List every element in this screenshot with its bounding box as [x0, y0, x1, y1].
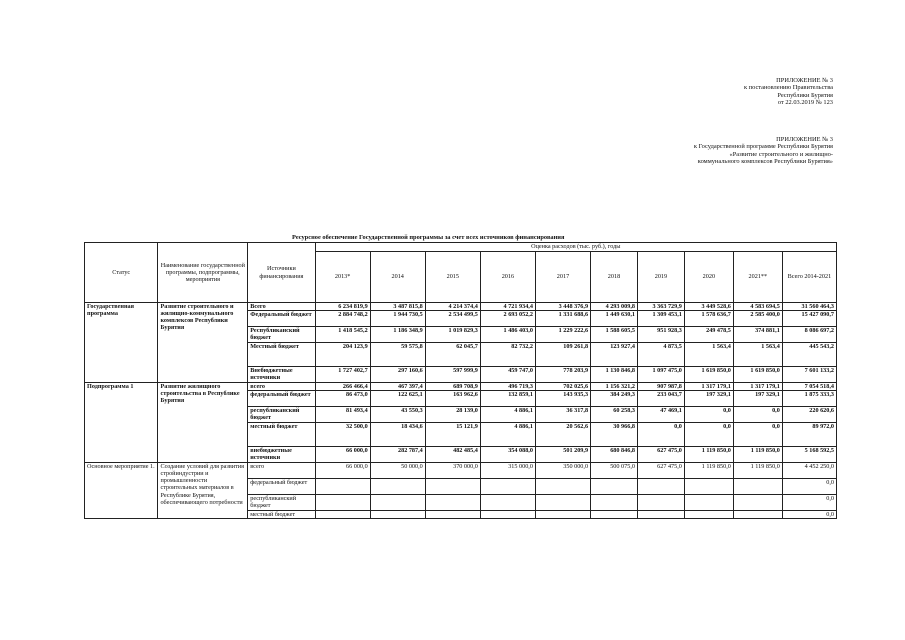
cell-value: [315, 511, 370, 519]
cell-value: [591, 511, 638, 519]
row-source: республиканский бюджет: [248, 495, 315, 511]
header-year: 2021**: [733, 252, 782, 303]
cell-value: 297 160,6: [370, 367, 425, 383]
cell-value: 1 486 403,0: [480, 327, 535, 343]
appendix-header-decree: [744, 77, 833, 107]
cell-value: 1 119 850,0: [684, 463, 733, 479]
cell-value: [370, 511, 425, 519]
header-year: 2014: [370, 252, 425, 303]
header-year: 2016: [480, 252, 535, 303]
cell-value: 0,0: [637, 423, 684, 447]
cell-value: 907 987,8: [637, 383, 684, 391]
cell-value: 1 229 222,6: [535, 327, 590, 343]
cell-value: [733, 479, 782, 495]
cell-value: 702 025,6: [535, 383, 590, 391]
cell-value: 1 727 402,7: [315, 367, 370, 383]
cell-value: 66 000,0: [315, 447, 370, 463]
cell-value: 50 000,0: [370, 463, 425, 479]
cell-value: 4 721 934,4: [480, 303, 535, 311]
cell-value: [535, 479, 590, 495]
cell-value: 28 139,0: [425, 407, 480, 423]
cell-value: [637, 495, 684, 511]
cell-value: 4 583 694,5: [733, 303, 782, 311]
row-status: Подпрограмма 1: [85, 383, 158, 463]
cell-value: 467 397,4: [370, 383, 425, 391]
cell-value: 1 619 850,0: [733, 367, 782, 383]
appendix-line: «Развитие строительного и жилищно-: [729, 150, 833, 158]
cell-value: 3 449 528,6: [684, 303, 733, 311]
cell-value: 2 534 499,5: [425, 311, 480, 327]
table-row: [85, 463, 837, 479]
header-year: 2019: [637, 252, 684, 303]
appendix-line: Республики Бурятия: [777, 91, 833, 99]
cell-value: 47 469,1: [637, 407, 684, 423]
header-year: 2015: [425, 252, 480, 303]
cell-value: 7 054 518,4: [782, 383, 836, 391]
cell-value: [315, 479, 370, 495]
row-source: Федеральный бюджет: [248, 311, 315, 327]
cell-value: [480, 479, 535, 495]
row-source: внебюджетные источники: [248, 447, 315, 463]
cell-value: 0,0: [684, 423, 733, 447]
table-title: Ресурсное обеспечение Государственной программы за счет всех источников финансирования: [292, 234, 565, 241]
cell-value: 59 575,8: [370, 343, 425, 367]
cell-value: 1 119 850,0: [733, 447, 782, 463]
cell-value: [591, 479, 638, 495]
cell-value: 384 249,3: [591, 391, 638, 407]
row-source: местный бюджет: [248, 511, 315, 519]
appendix-line: к постановлению Правительства: [743, 84, 833, 92]
cell-value: 249 478,5: [684, 327, 733, 343]
cell-value: 1 156 321,2: [591, 383, 638, 391]
row-name: Развитие жилищного строительства в Республике Бурятия: [158, 383, 248, 463]
cell-value: 370 000,0: [425, 463, 480, 479]
cell-value: 2 585 400,0: [733, 311, 782, 327]
cell-value: 0,0: [733, 407, 782, 423]
cell-value: 4 873,5: [637, 343, 684, 367]
cell-value: 1 119 850,0: [733, 463, 782, 479]
funding-table: [84, 242, 837, 519]
appendix-line: ПРИЛОЖЕНИЕ № 3: [776, 136, 833, 143]
cell-value: 89 972,0: [782, 423, 836, 447]
row-source: всего: [248, 463, 315, 479]
cell-value: 62 045,7: [425, 343, 480, 367]
cell-value: 0,0: [782, 495, 836, 511]
cell-value: 445 543,2: [782, 343, 836, 367]
appendix-header-program: [694, 136, 833, 166]
row-source: федеральный бюджет: [248, 391, 315, 407]
header-year: 2013*: [315, 252, 370, 303]
cell-value: 4 886,1: [480, 423, 535, 447]
cell-value: 18 434,6: [370, 423, 425, 447]
cell-value: 374 881,1: [733, 327, 782, 343]
cell-value: 3 448 376,9: [535, 303, 590, 311]
row-source: республиканский бюджет: [248, 407, 315, 423]
cell-value: 1 317 179,1: [684, 383, 733, 391]
cell-value: 597 999,9: [425, 367, 480, 383]
cell-value: 1 331 688,6: [535, 311, 590, 327]
cell-value: 778 203,9: [535, 367, 590, 383]
cell-value: 15 427 090,7: [782, 311, 836, 327]
cell-value: 66 000,0: [315, 463, 370, 479]
cell-value: 500 075,0: [591, 463, 638, 479]
header-year: 2020: [684, 252, 733, 303]
cell-value: 8 086 697,2: [782, 327, 836, 343]
cell-value: [425, 495, 480, 511]
cell-value: 627 475,0: [637, 463, 684, 479]
cell-value: 680 846,8: [591, 447, 638, 463]
cell-value: 689 708,9: [425, 383, 480, 391]
cell-value: 30 966,8: [591, 423, 638, 447]
cell-value: 132 859,1: [480, 391, 535, 407]
cell-value: 32 500,0: [315, 423, 370, 447]
cell-value: 1 309 453,1: [637, 311, 684, 327]
cell-value: 1 563,4: [684, 343, 733, 367]
cell-value: 1 130 846,8: [591, 367, 638, 383]
cell-value: [637, 479, 684, 495]
cell-value: [480, 495, 535, 511]
cell-value: 197 329,1: [684, 391, 733, 407]
cell-value: 1 418 545,2: [315, 327, 370, 343]
cell-value: 350 000,0: [535, 463, 590, 479]
cell-value: 1 588 605,5: [591, 327, 638, 343]
cell-value: 82 732,2: [480, 343, 535, 367]
cell-value: [535, 511, 590, 519]
cell-value: 315 000,0: [480, 463, 535, 479]
cell-value: 3 363 729,9: [637, 303, 684, 311]
table-row: [85, 383, 837, 391]
appendix-line: к Государственной программе Республики Бурятия: [693, 143, 833, 151]
cell-value: 282 787,4: [370, 447, 425, 463]
header-year: 2018: [591, 252, 638, 303]
cell-value: 496 719,3: [480, 383, 535, 391]
row-name: Развитие строительного и жилищно-коммунального комплексов Республики Бурятия: [158, 303, 248, 383]
cell-value: 109 261,8: [535, 343, 590, 367]
cell-value: 233 043,7: [637, 391, 684, 407]
cell-value: 354 088,0: [480, 447, 535, 463]
cell-value: [480, 511, 535, 519]
cell-value: 197 329,1: [733, 391, 782, 407]
cell-value: 1 944 730,5: [370, 311, 425, 327]
cell-value: 143 935,3: [535, 391, 590, 407]
cell-value: [591, 495, 638, 511]
cell-value: 220 620,6: [782, 407, 836, 423]
appendix-line: от 22.03.2019 № 123: [777, 99, 833, 107]
cell-value: [315, 495, 370, 511]
cell-value: 0,0: [684, 407, 733, 423]
cell-value: 7 601 133,2: [782, 367, 836, 383]
cell-value: 6 234 819,9: [315, 303, 370, 311]
row-source: Внебюджетные источники: [248, 367, 315, 383]
header-name: Наименование государственной программы, подпрограммы, мероприятия: [158, 243, 248, 303]
cell-value: 60 258,3: [591, 407, 638, 423]
cell-value: 4 214 374,4: [425, 303, 480, 311]
row-source: Республиканский бюджет: [248, 327, 315, 343]
table-row: [85, 303, 837, 311]
cell-value: 4 293 009,8: [591, 303, 638, 311]
cell-value: [637, 511, 684, 519]
row-source: местный бюджет: [248, 423, 315, 447]
cell-value: 15 121,9: [425, 423, 480, 447]
cell-value: 482 485,4: [425, 447, 480, 463]
appendix-line: коммунального комплексов Республики Бурятия»: [697, 158, 833, 166]
header-source: Источники финансирования: [248, 243, 315, 303]
header-year: 2017: [535, 252, 590, 303]
cell-value: 1 449 630,1: [591, 311, 638, 327]
row-status: Основное мероприятие 1.: [85, 463, 158, 519]
cell-value: 20 562,6: [535, 423, 590, 447]
cell-value: 1 875 333,3: [782, 391, 836, 407]
cell-value: 0,0: [782, 479, 836, 495]
row-source: Местный бюджет: [248, 343, 315, 367]
header-status: Статус: [85, 243, 158, 303]
cell-value: 2 884 748,2: [315, 311, 370, 327]
cell-value: 1 317 179,1: [733, 383, 782, 391]
cell-value: 36 317,8: [535, 407, 590, 423]
cell-value: 122 625,1: [370, 391, 425, 407]
header-year: Всего 2014-2021: [782, 252, 836, 303]
cell-value: 0,0: [782, 511, 836, 519]
cell-value: 31 560 464,3: [782, 303, 836, 311]
cell-value: 43 550,3: [370, 407, 425, 423]
cell-value: [684, 479, 733, 495]
cell-value: 86 473,0: [315, 391, 370, 407]
cell-value: 0,0: [733, 423, 782, 447]
row-source: федеральный бюджет: [248, 479, 315, 495]
row-source: Всего: [248, 303, 315, 311]
cell-value: 204 123,9: [315, 343, 370, 367]
cell-value: 951 928,3: [637, 327, 684, 343]
cell-value: [535, 495, 590, 511]
cell-value: 266 466,4: [315, 383, 370, 391]
cell-value: 123 927,4: [591, 343, 638, 367]
cell-value: [425, 511, 480, 519]
cell-value: 1 186 348,9: [370, 327, 425, 343]
cell-value: 1 563,4: [733, 343, 782, 367]
row-status: Государственная программа: [85, 303, 158, 383]
cell-value: 1 119 850,0: [684, 447, 733, 463]
row-source: всего: [248, 383, 315, 391]
cell-value: 2 693 052,2: [480, 311, 535, 327]
cell-value: [370, 479, 425, 495]
cell-value: 81 493,4: [315, 407, 370, 423]
cell-value: 501 209,9: [535, 447, 590, 463]
cell-value: 163 962,6: [425, 391, 480, 407]
cell-value: [684, 495, 733, 511]
cell-value: 1 019 829,3: [425, 327, 480, 343]
cell-value: 3 487 815,8: [370, 303, 425, 311]
cell-value: [733, 495, 782, 511]
cell-value: [425, 479, 480, 495]
cell-value: [370, 495, 425, 511]
cell-value: 4 452 250,0: [782, 463, 836, 479]
header-estimate: Оценка расходов (тыс. руб.), годы: [315, 243, 836, 252]
cell-value: [684, 511, 733, 519]
cell-value: 1 578 636,7: [684, 311, 733, 327]
cell-value: 4 886,1: [480, 407, 535, 423]
row-name: Создание условий для развития стройиндустрии и промышленности строительных материалов в Республике Бурятия, обеспечивающего потребности: [158, 463, 248, 519]
cell-value: 459 747,0: [480, 367, 535, 383]
appendix-line: ПРИЛОЖЕНИЕ № 3: [776, 77, 833, 84]
cell-value: 5 168 592,5: [782, 447, 836, 463]
cell-value: [733, 511, 782, 519]
cell-value: 1 097 475,0: [637, 367, 684, 383]
cell-value: 627 475,0: [637, 447, 684, 463]
cell-value: 1 619 850,0: [684, 367, 733, 383]
